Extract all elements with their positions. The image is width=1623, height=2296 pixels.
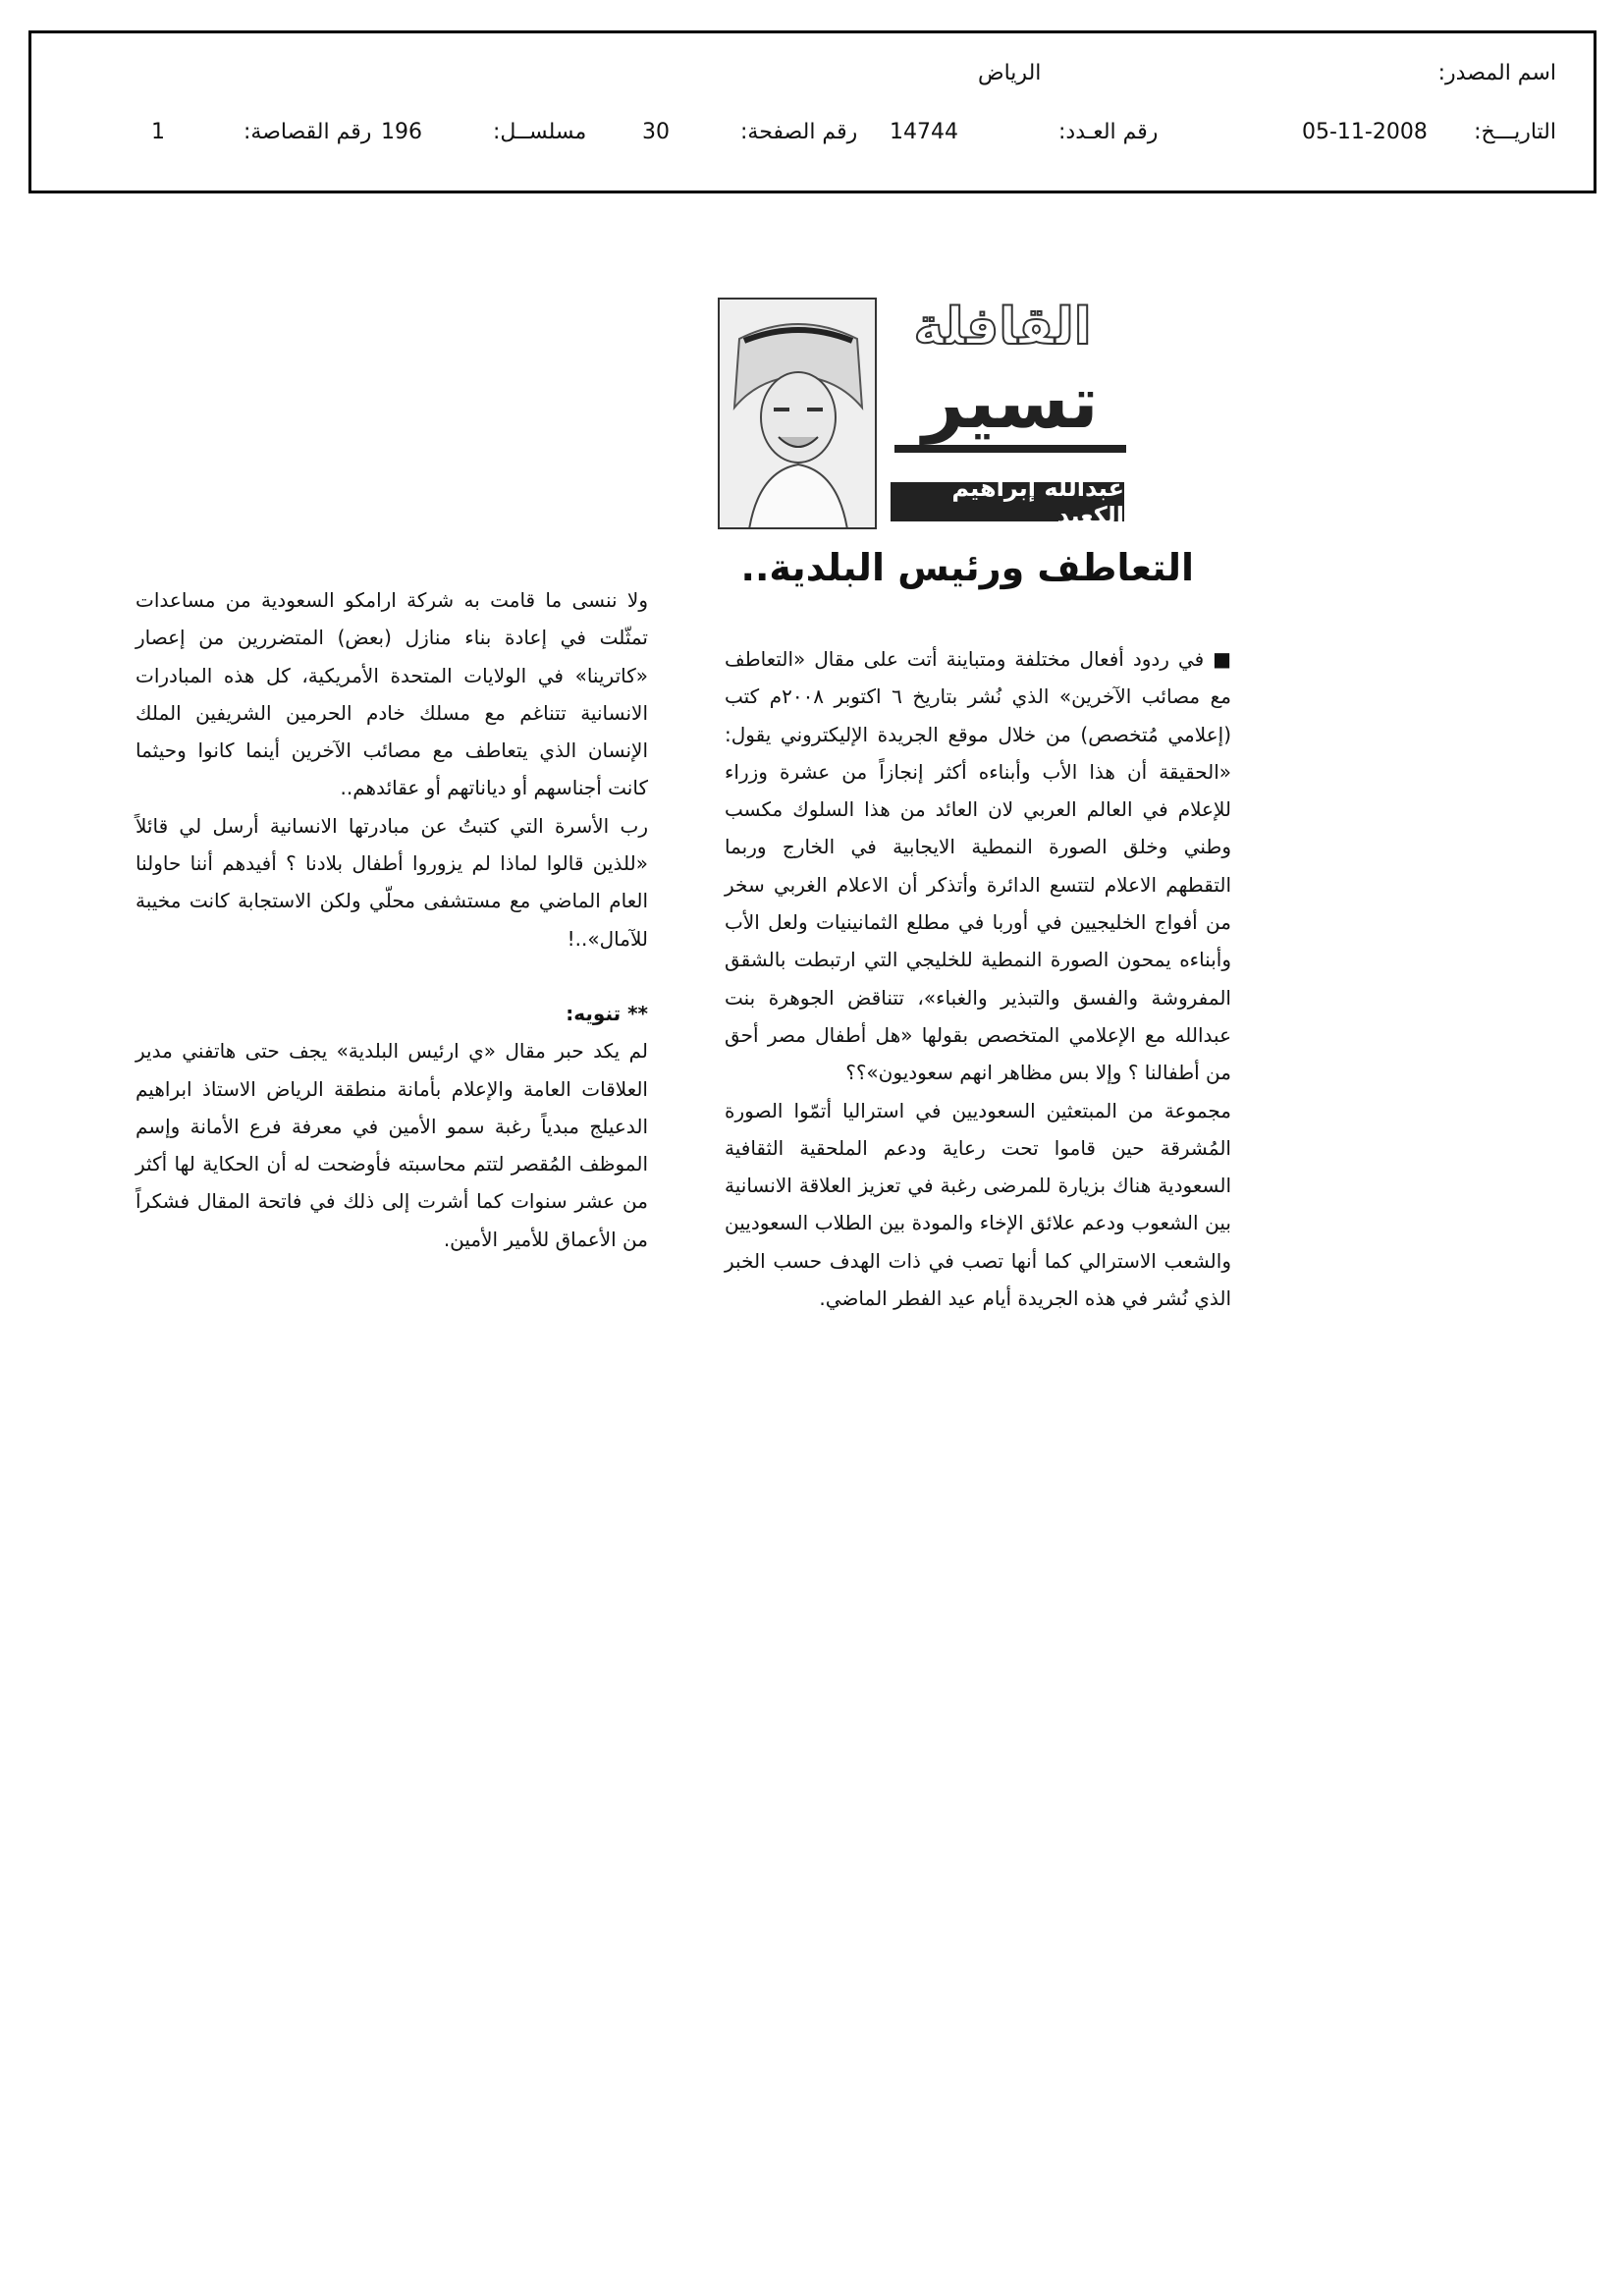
author-name: عبدالله إبراهيم الكعيد	[891, 482, 1124, 521]
logo-rule	[894, 445, 1126, 453]
page-label: رقم الصفحة:	[740, 120, 858, 144]
issue-label: رقم العـدد:	[1058, 120, 1159, 144]
date-label: التاريـــخ:	[1474, 120, 1556, 144]
paragraph: مجموعة من المبتعثين السعوديين في استراليا أتمّوا الصورة المُشرقة حين قاموا تحت رعاية ودعم الملحقية الثقافية السعودية هناك بزيارة للمرضى رغبة في تعزيز العلاقة الانسانية بين الشعوب ودعم علائق الإخاء والمودة بين الطلاب السعوديين والشعب الاسترالي كما أنها تصب في ذات الهدف حسب الخبر الذي نُشر في هذه الجريدة أيام عيد الفطر الماضي.	[725, 1098, 1231, 1311]
article-left-column	[135, 581, 648, 1258]
logo-word-solid: تسير	[922, 360, 1099, 445]
note-body: لم يكد حبر مقال «ي ارئيس البلدية» يجف حتى هاتفني مدير العلاقات العامة والإعلام بأمانة منطقة الرياض الاستاذ ابراهيم الدعيلج مبدياً رغبة سمو الأمين في معرفة فرع الأمانة وإسم الموظف المُقصر لتتم محاسبته فأوضحت له أن الحكاية لها أكثر من عشر سنوات كما أشرت إلى ذلك في فاتحة المقال فشكراً من الأعماق للأمير الأمين.	[135, 1039, 648, 1251]
author-photo	[718, 298, 877, 529]
clip-value: 1	[151, 120, 165, 144]
paragraph: ولا ننسى ما قامت به شركة ارامكو السعودية من مساعدات تمثّلت في إعادة بناء منازل (بعض) المتضررين من إعصار «كاترينا» في الولايات المتحدة الأمريكية، كل هذه المبادرات الانسانية تتناغم مع مسلك خادم الحرمين الشريفين الملك الإنسان الذي يتعاطف مع مصائب الآخرين أينما كانوا وحيثما كانت أجناسهم أو دياناتهم أو عقائدهم..	[135, 588, 648, 800]
note-heading: ** تنويه:	[566, 1001, 648, 1025]
article-headline: التعاطف ورئيس البلدية..	[740, 546, 1194, 589]
serial-value: 196	[381, 120, 422, 144]
logo-word-outline: القافلة	[913, 298, 1092, 356]
clipping-header	[28, 30, 1596, 193]
newspaper-name: الرياض	[978, 61, 1042, 85]
page-value: 30	[642, 120, 670, 144]
column-logo	[718, 298, 1130, 529]
paragraph: ■ في ردود أفعال مختلفة ومتباينة أتت على مقال «التعاطف مع مصائب الآخرين» الذي نُشر بتاريخ ٦ اكتوبر ٢٠٠٨م كتب (إعلامي مُتخصص) من خلال موقع الجريدة الإليكتروني يقول: «الحقيقة أن هذا الأب وأبناءه أكثر إنجازاً من عشرة وزراء للإعلام في العالم العربي لان العائد من هذا السلوك مكسب وطني وخلق الصورة النمطية الايجابية في الخارج وربما التقطهم الاعلام لتتسع الدائرة وأتذكر أن الاعلام الغربي سخر من أفواج الخليجيين في أوربا في مطلع الثمانينيات ولعل الأب وأبناءه يمحون الصورة النمطية للخليجي التي ارتبطت بالشقق المفروشة والفسق والتبذير والغباء»، تتناقض الجوهرة بنت عبدالله مع الإعلامي المتخصص بقولها «هل أطفال مصر أحق من أطفالنا ؟ وإلا بس مظاهر انهم سعوديون»؟؟	[725, 647, 1231, 1085]
date-value: 05-11-2008	[1302, 120, 1428, 144]
clip-label: رقم القصاصة:	[243, 120, 372, 144]
article-right-column	[725, 640, 1231, 1317]
serial-label: مسلســل:	[493, 120, 587, 144]
source-label: اسم المصدر:	[1437, 61, 1556, 85]
paragraph: رب الأسرة التي كتبتُ عن مبادرتها الانسانية أرسل لي قائلاً «للذين قالوا لماذا لم يزوروا أطفال بلادنا ؟ أفيدهم أننا حاولنا العام الماضي مع مستشفى محلّي ولكن الاستجابة كانت مخيبة للآمال»..!	[135, 813, 648, 951]
issue-value: 14744	[890, 120, 958, 144]
